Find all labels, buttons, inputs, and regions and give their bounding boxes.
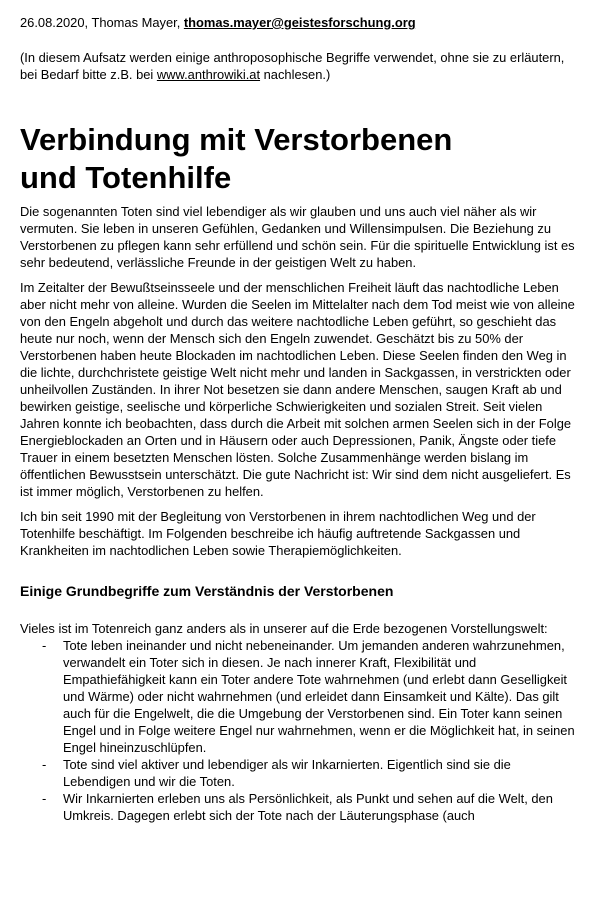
intro-note-closing: nachlesen.) <box>260 67 331 82</box>
bullet-dash: - <box>42 791 47 806</box>
paragraph-consciousness-soul: Im Zeitalter der Bewußtseinsseele und der menschlichen Freiheit läuft das nachtodliche Leben aber nicht mehr von alleine. Wurden die Seelen im Mittelalter nach dem Tod meist wie von alleine von den Engeln abgeholt und durch das weitere nachtodliche Leben geführt, so geschieht das heute nur noch, wenn der Mensch sich den Engeln zuwendet. Geschätzt bis zu 50% der Verstorbenen haben heute Blockaden im nachtodlichen Leben. Diese Seelen finden den Weg in die lichte, durchchristete geistige Welt nicht mehr und landen in Sackgassen, in verstrickten oder unheilvollen Zuständen. In ihrer Not besetzen sie dann andere Menschen, saugen Kraft ab und bewirken geistige, seelische und körperliche Schwierigkeiten und sozialen Streit. Seit vielen Jahren konnte ich beobachten, dass durch die Arbeit mit solchen armen Seelen sich in der Folge Energieblockaden an Orten und in Häusern oder auch Depressionen, Panik, Ängste oder tiefe Trauer in einem besetzten Menschen lösten. Solche Zusammenhänge werden bislang im öffentlichen Bewusstsein unterschätzt. Die gute Nachricht ist: Wir sind dem nicht ausgeliefert. Es ist immer möglich, Verstorbenen zu helfen. <box>20 280 575 499</box>
list-item <box>20 790 580 824</box>
list-item-text: Wir Inkarnierten erleben uns als Persönlichkeit, als Punkt und sehen auf die Welt, den Umkreis. Dagegen erlebt sich der Tote nach der Läuterungsphase (auch <box>63 791 553 823</box>
document-title <box>20 121 580 197</box>
list-item <box>20 756 580 790</box>
list-item-text: Tote leben ineinander und nicht nebeneinander. Um jemanden anderen wahrzunehmen, verwandelt ein Toter sich in diesen. Je nach innerer Kraft, Flexibilität und Empathiefähigkeit kann ein Toter andere Tote wahrnehmen (und erlebt dann Geselligkeit und Wärme) oder nicht wahrnehmen (und erleidet dann Einsamkeit und Kälte). Das gilt auch für die Engelwelt, die die Umgebung der Verstorbenen sind. Ein Toter kann seinen Engel und in Folge weitere Engel nur wahrnehmen, wenn er die Möglichkeit hat, in seinen Engel hineinzuschlüpfen. <box>63 638 575 755</box>
paragraph-author-background: Ich bin seit 1990 mit der Begleitung von Verstorbenen in ihrem nachtodlichen Weg und der Totenhilfe beschäftigt. Im Folgenden beschreibe ich häufig auftretende Sackgassen und Krankheiten im nachtodlichen Leben sowie Therapiemöglichkeiten. <box>20 509 536 558</box>
list-item <box>20 637 580 756</box>
bullet-dash: - <box>42 638 47 653</box>
bullet-list <box>20 637 580 824</box>
author-email-link[interactable]: thomas.mayer@geistesforschung.org <box>183 15 416 30</box>
author-date-text: 26.08.2020, Thomas Mayer, <box>20 15 184 30</box>
paragraph-intro: Die sogenannten Toten sind viel lebendiger als wir glauben und uns auch viel näher als wir vermuten. Sie leben in unseren Gefühlen, Gedanken und Willensimpulsen. Die Beziehung zu Verstorbenen zu pflegen kann sehr erfüllend und schön sein. Für die spirituelle Entwicklung ist es sehr bedeutend, verlässliche Freunde in der geistigen Welt zu haben. <box>20 204 575 270</box>
intro-note-text: (In diesem Aufsatz werden einige anthroposophische Begriffe verwendet, ohne sie zu erläutern, bei Bedarf bitte z.B. bei <box>20 50 565 82</box>
intro-note <box>20 49 580 83</box>
title-line-2: und Totenhilfe <box>20 160 232 195</box>
bullet-dash: - <box>42 757 47 772</box>
section-intro: Vieles ist im Totenreich ganz anders als in unserer auf die Erde bezogenen Vorstellungswelt: <box>20 621 548 636</box>
anthrowiki-link[interactable]: www.anthrowiki.at <box>156 67 261 82</box>
title-line-1: Verbindung mit Verstorbenen <box>20 122 453 157</box>
section-heading: Einige Grundbegriffe zum Verständnis der Verstorbenen <box>20 583 394 599</box>
author-date-line <box>20 14 580 31</box>
list-item-text: Tote sind viel aktiver und lebendiger als wir Inkarnierten. Eigentlich sind sie die Lebendigen und wir die Toten. <box>63 757 511 789</box>
